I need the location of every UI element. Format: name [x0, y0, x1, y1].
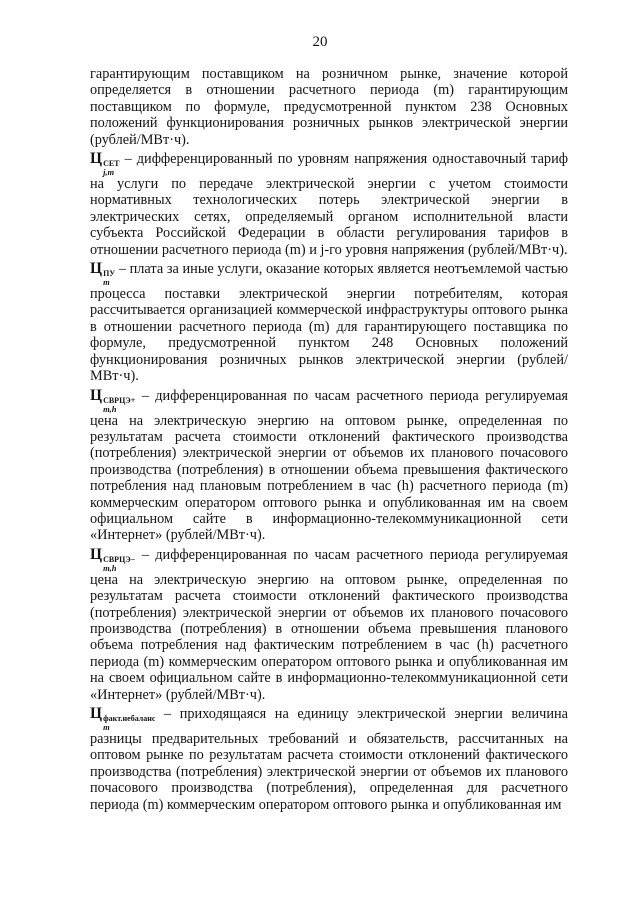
definition-tariff-network	[90, 151, 568, 258]
symbol-scripts	[103, 556, 135, 572]
symbol-superscript: СЕТ	[103, 159, 120, 169]
symbol-letter: Ц	[90, 150, 103, 168]
symbol-superscript: СВРЦЭ+	[103, 395, 136, 405]
symbol-subscript: m	[103, 722, 110, 732]
definition-text: – плата за иные услуги, оказание которых является неотъемлемой частью процесса поставки электрической энергии потребителям, которая рассчитывается организацией коммерческой инфраструктуры оптового рынка в отношении расчетного периода (m) для гарантирующего поставщика по формуле, предусмотренной пунктом 248 Основных положений функционирования розничных рынков электрической энергии (рублей/МВт·ч).	[90, 261, 568, 385]
symbol-superscript: ПУ	[103, 269, 116, 279]
symbol-letter: Ц	[90, 545, 103, 563]
page-number: 20	[312, 34, 328, 50]
symbol-subscript: m,h	[103, 403, 117, 414]
symbol-scripts	[103, 270, 115, 286]
symbol-letter: Ц	[90, 705, 103, 722]
definition-text: – дифференцированная по часам расчетного периода регулируемая цена на электрическую энергию на оптовом рынке, определенная по результатам расчета стоимости отклонений фактического производства (потребления) электрической энергии от объемов их планового почасового производства (потребления) в отношении объема превышения фактического потребления над плановым потреблением в час (h) расчетного периода (m) коммерческим оператором оптового рынка и опубликованная им на своем официальном сайте в информационно-телекоммуникационной сети «Интернет» (рублей/МВт·ч).	[90, 387, 568, 544]
definition-price-minus	[90, 547, 568, 703]
definition-price-plus	[90, 388, 568, 544]
definition-text: – дифференцированный по уровням напряжения одноставочный тариф на услуги по передаче электрической энергии с учетом стоимости нормативных технологических потерь электрической энергии в электрических сетях, определяемый органом исполнительной власти субъекта Российской Федерации в области регулирования тарифов в отношении расчетного периода (m) и j-го уровня напряжения (рублей/МВт·ч).	[90, 151, 568, 258]
definition-text: – дифференцированная по часам расчетного периода регулируемая цена на электрическую энергию на оптовом рынке, определенная по результатам расчета стоимости отклонений фактического производства (потребления) электрической энергии от объемов их планового почасового производства (потребления) в отношении объема превышения планового объема потребления над фактическим потреблением в час (h) расчетного периода (m) коммерческим оператором оптового рынка и опубликованная им на своем официальном сайте в информационно-телекоммуникационной сети «Интернет» (рублей/МВт·ч).	[90, 546, 568, 703]
symbol-scripts	[103, 715, 155, 731]
symbol-letter: Ц	[90, 260, 103, 278]
symbol-superscript: СВРЦЭ−	[103, 554, 136, 564]
symbol-letter: Ц	[90, 386, 103, 404]
document-body	[90, 66, 568, 813]
symbol-superscript: факт.небаланс	[103, 714, 156, 723]
definition-text: – приходящаяся на единицу электрической энергии величина разницы предварительных требований и обязательств, рассчитанных на оптовом рынке по результатам расчета стоимости отклонений фактического производства (потребления) электрической энергии от объемов их планового почасового производства (потребления), определенная для расчетного периода (m) коммерческим оператором оптового рынка и опубликованная им	[90, 706, 568, 813]
definition-other-services-fee	[90, 261, 568, 384]
intro-paragraph: гарантирующим поставщиком на розничном рынке, значение которой определяется в отношении расчетного периода (m) гарантирующим поставщиком по формуле, предусмотренной пунктом 238 Основных положений функционирования розничных рынков электрической энергии (рублей/МВт·ч).	[90, 66, 568, 148]
symbol-subscript: m,h	[103, 562, 117, 573]
symbol-scripts	[103, 397, 135, 413]
definition-imbalance	[90, 706, 568, 813]
symbol-subscript: m	[103, 277, 110, 288]
symbol-subscript: j,m	[103, 167, 115, 178]
symbol-scripts	[103, 160, 119, 176]
